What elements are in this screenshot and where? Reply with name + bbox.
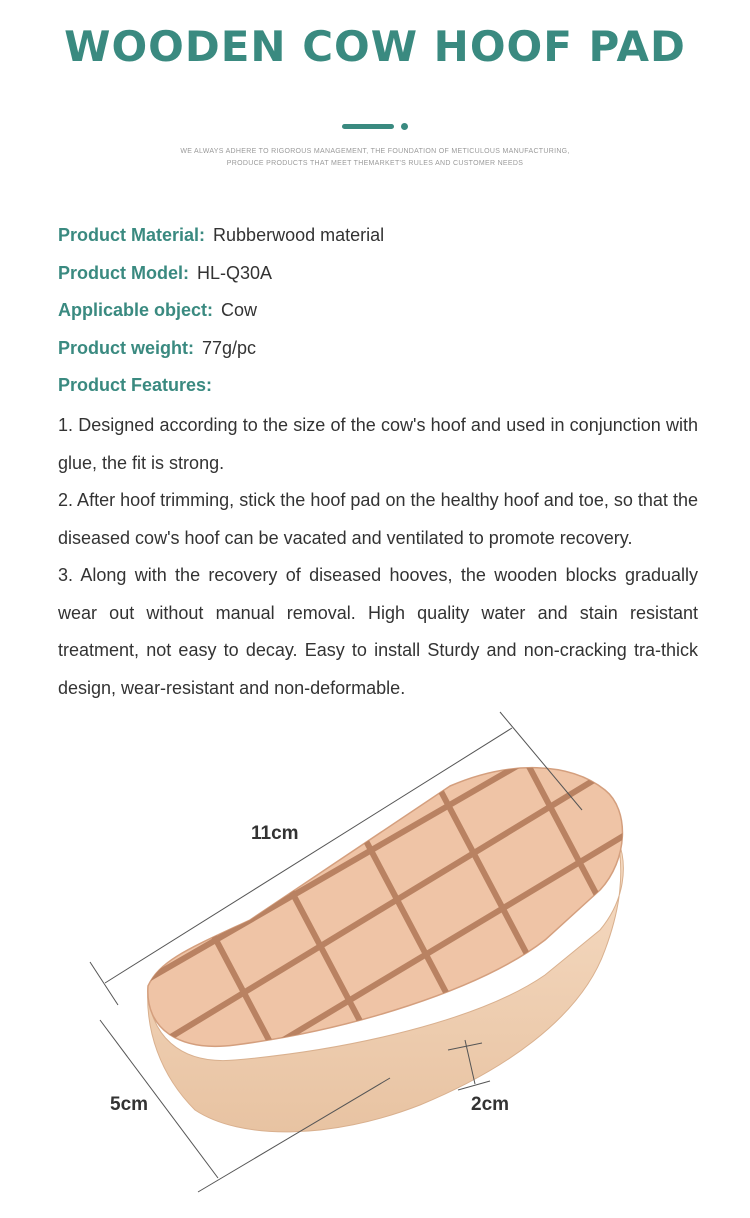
spec-label: Product Material:	[58, 225, 206, 245]
title-divider-bar	[342, 124, 394, 129]
dimension-width-label: 5cm	[110, 1094, 149, 1115]
features-heading	[58, 375, 212, 396]
tagline-line-2: PRODUCE PRODUCTS THAT MEET THEMARKET'S RULES AND CUSTOMER NEEDS	[226, 160, 524, 167]
spec-value: Rubberwood material	[213, 225, 385, 245]
spec-value: HL-Q30A	[197, 263, 273, 283]
features-list	[58, 407, 698, 707]
spec-label: Product weight:	[58, 338, 194, 358]
features-heading-label: Product Features:	[58, 375, 213, 395]
feature-item: 3. Along with the recovery of diseased hooves, the wooden blocks gradually wear out without manual removal. High quality water and stain resistant treatment, not easy to decay. Easy to install Sturdy and non-cracking tra-thick design, wear-resistant and non-deformable.	[58, 565, 698, 698]
page-title: WOODEN COW HOOF PAD	[64, 22, 686, 71]
spec-model	[58, 263, 272, 284]
product-figure	[0, 700, 750, 1213]
spec-label: Applicable object:	[58, 300, 214, 320]
feature-item: 1. Designed according to the size of the cow's hoof and used in conjunction with glue, the fit is strong.	[58, 415, 698, 473]
tagline-line-1: WE ALWAYS ADHERE TO RIGOROUS MANAGEMENT, THE FOUNDATION OF METICULOUS MANUFACTURING,	[180, 148, 570, 155]
spec-weight	[58, 338, 256, 359]
feature-item: 2. After hoof trimming, stick the hoof pad on the healthy hoof and toe, so that the diseased cow's hoof can be vacated and ventilated to promote recovery.	[58, 490, 698, 548]
dimension-length-label: 11cm	[251, 823, 299, 844]
spec-object	[58, 300, 257, 321]
spec-material	[58, 225, 384, 246]
spec-label: Product Model:	[58, 263, 189, 283]
spec-value: Cow	[221, 300, 258, 320]
title-divider-dot	[401, 123, 408, 130]
spec-value: 77g/pc	[202, 338, 257, 358]
hoof-pad-illustration	[0, 700, 750, 1213]
dimension-height-label: 2cm	[471, 1094, 510, 1115]
